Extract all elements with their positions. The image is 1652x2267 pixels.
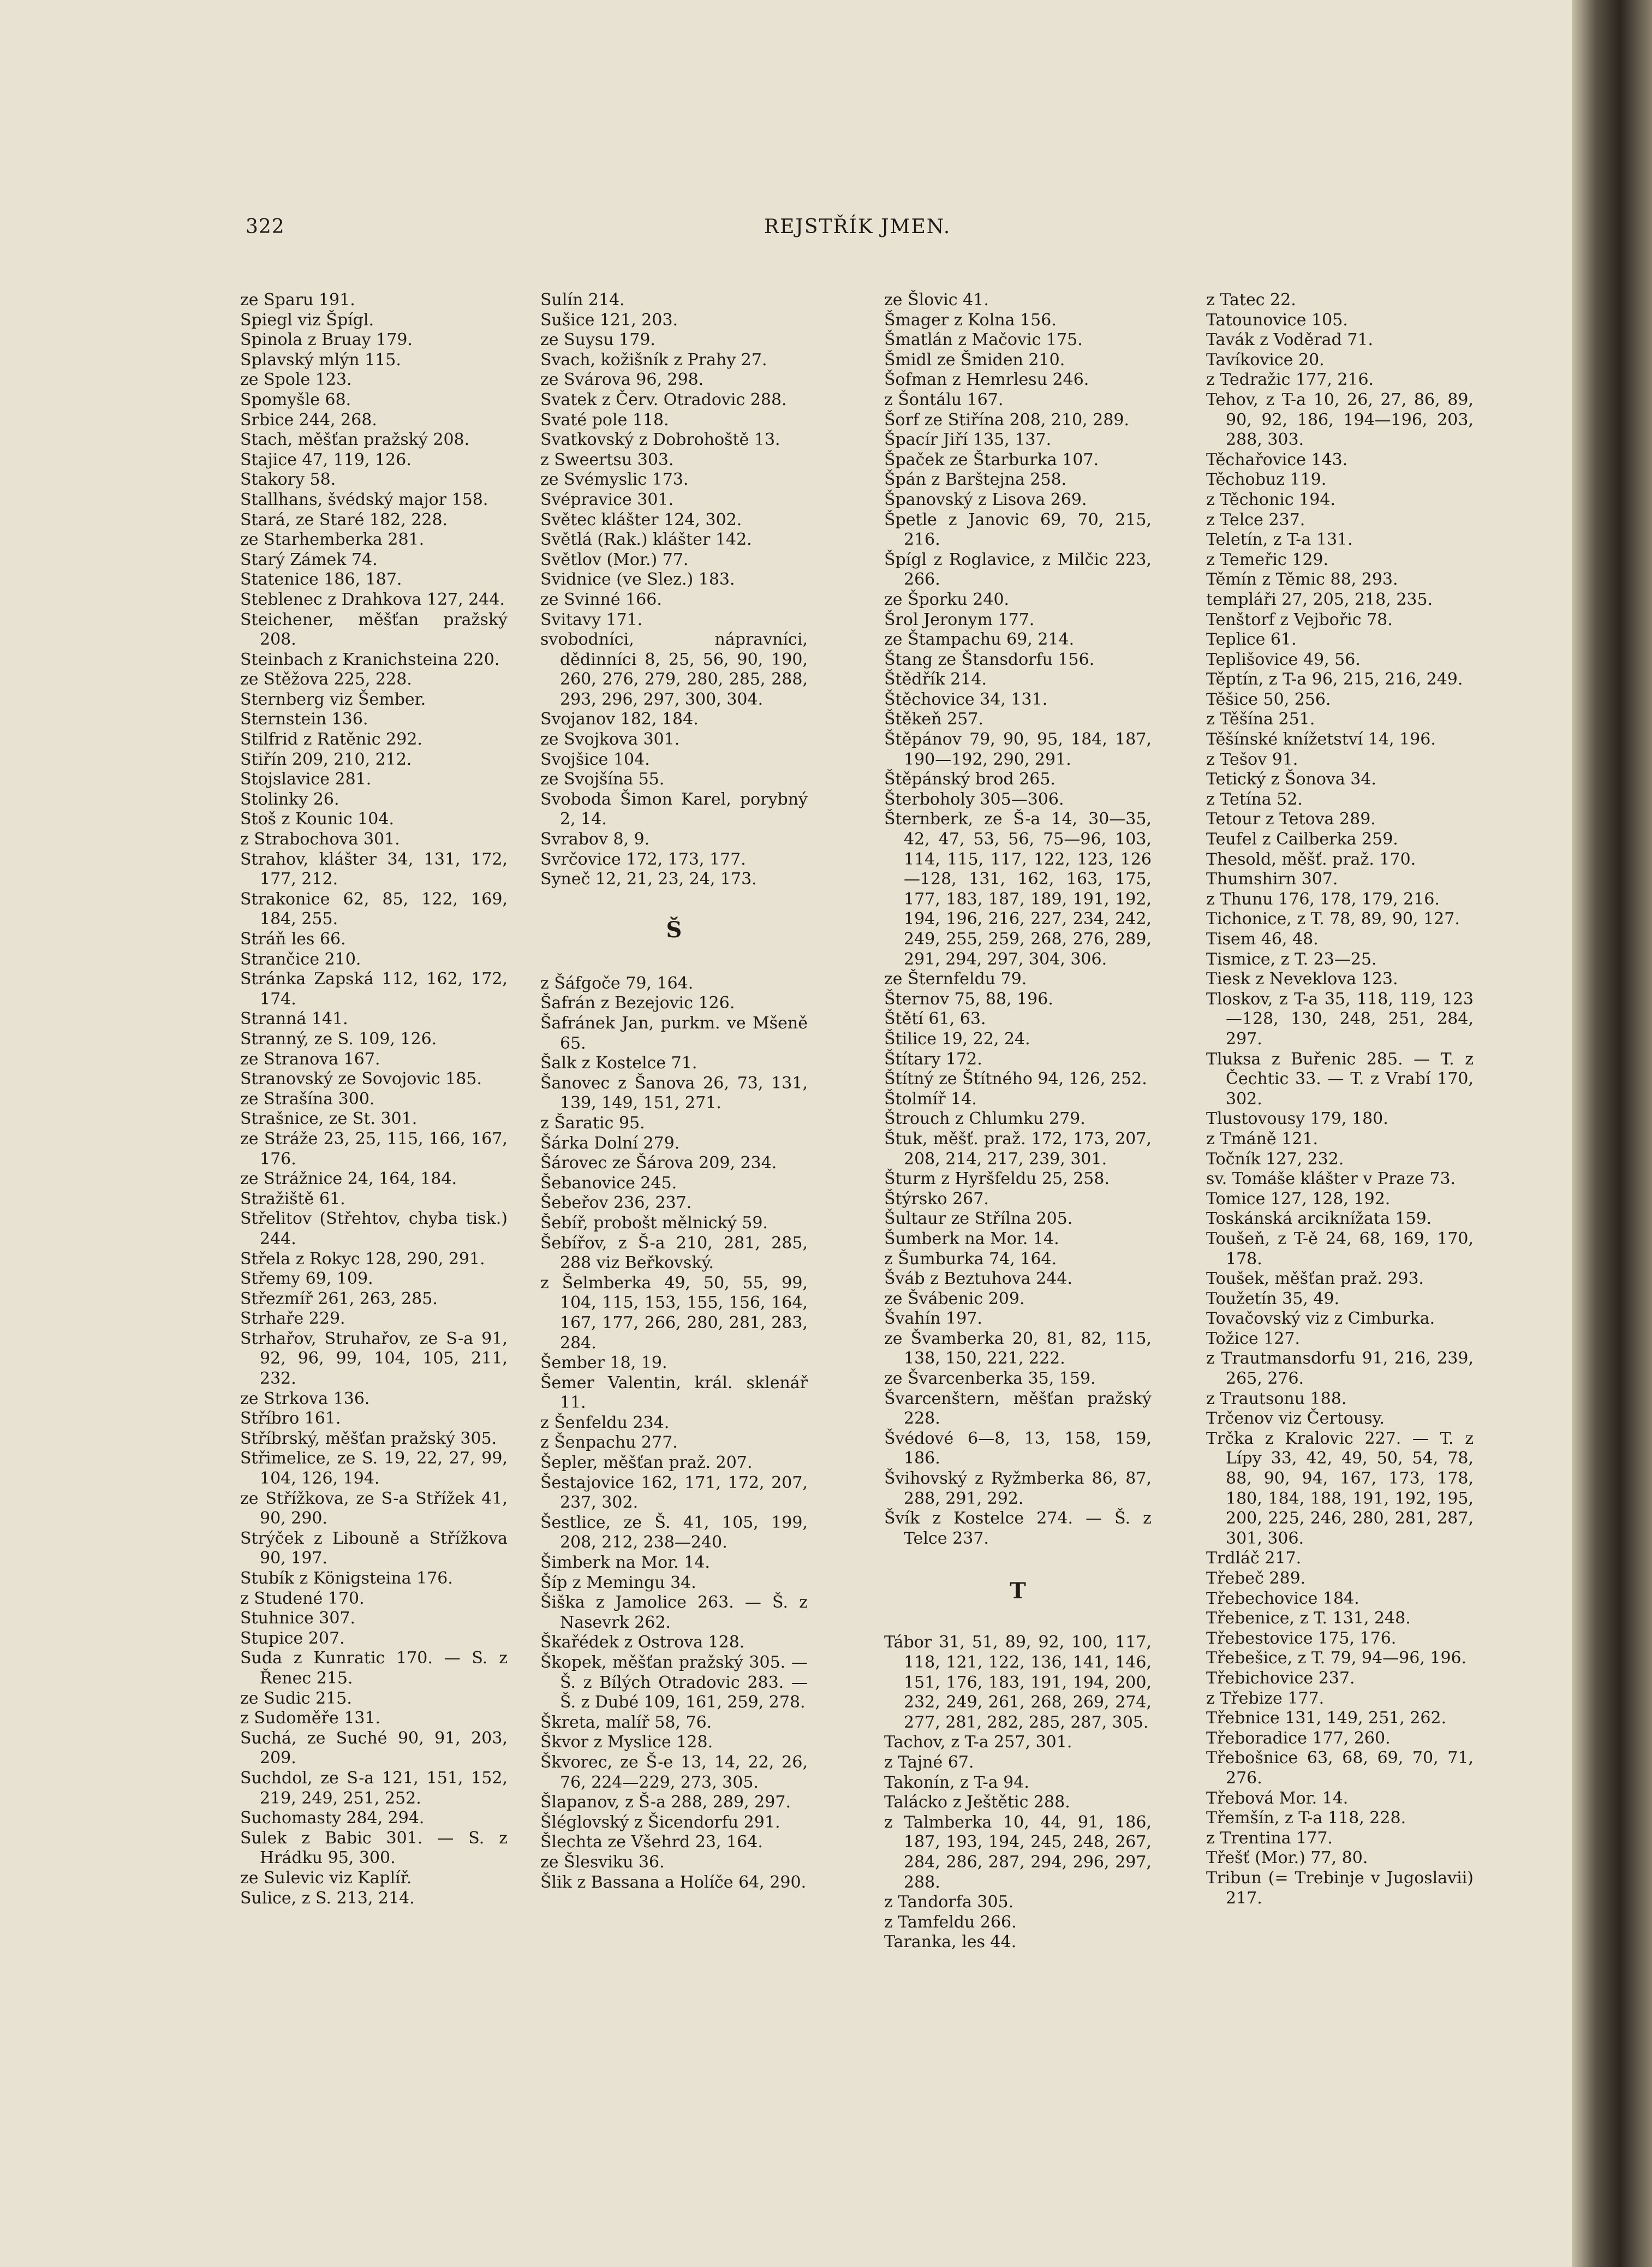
index-entry: Šestlice, ze Š. 41, 105, 199, 208, 212, 238—240. (540, 1513, 808, 1552)
index-entry: Těchobuz 119. (1206, 470, 1327, 490)
index-entry: Trčka z Kralovic 227. — T. z Lípy 33, 42, 49, 50, 54, 78, 88, 90, 94, 167, 173, 178, 180, 184, 188, 191, 192, 195, 200, 225, 246, 280, 281, 287, 301, 306. (1206, 1429, 1474, 1548)
index-entry: Tábor 31, 51, 89, 92, 100, 117, 118, 121, 122, 136, 141, 146, 151, 176, 183, 191, 194, 200, 232, 249, 261, 268, 269, 274, 277, 281, 282, 285, 287, 305. (884, 1633, 1152, 1732)
index-entry: Svépravice 301. (540, 490, 674, 509)
index-entry: Třebová Mor. 14. (1206, 1788, 1349, 1808)
index-entry: Suchá, ze Suché 90, 91, 203, 209. (240, 1728, 508, 1768)
index-entry: Svach, kožišník z Prahy 27. (540, 350, 767, 370)
index-entry: Steinbach z Kranichsteina 220. (240, 650, 500, 669)
index-entry: Šestajovice 162, 171, 172, 207, 237, 302. (540, 1473, 808, 1513)
index-entry: Toužetín 35, 49. (1206, 1289, 1340, 1308)
index-entry: Toušek, měšťan praž. 293. (1206, 1269, 1424, 1289)
index-entry: Švahín 197. (884, 1309, 982, 1329)
index-entry: Stará, ze Staré 182, 228. (240, 510, 448, 529)
index-entry: Špacír Jiří 135, 137. (884, 430, 1052, 450)
index-entry: Strhařov, Struhařov, ze S-a 91, 92, 96, 99, 104, 105, 211, 232. (240, 1329, 508, 1389)
index-entry: Stražiště 61. (240, 1189, 345, 1209)
index-entry: Těchařovice 143. (1206, 450, 1348, 469)
section-letter-s: Š (666, 917, 682, 943)
index-entry: Štýrsko 267. (884, 1189, 989, 1209)
index-entry: ze Šlesviku 36. (540, 1852, 665, 1872)
index-entry: Stříbrský, měšťan pražský 305. (240, 1429, 497, 1448)
index-entry: z Tešov 91. (1206, 749, 1298, 769)
index-entry: Španovský z Lisova 269. (884, 490, 1087, 509)
index-entry: Šárovec ze Šárova 209, 234. (540, 1153, 777, 1173)
index-entry: Tisem 46, 48. (1206, 930, 1319, 949)
index-entry: Svitavy 171. (540, 610, 643, 629)
index-entry: z Sudoměře 131. (240, 1709, 381, 1728)
index-entry: z Trentina 177. (1206, 1828, 1333, 1848)
index-entry: ze Stranova 167. (240, 1049, 380, 1069)
index-entry: Teufel z Cailberka 259. (1206, 830, 1398, 849)
index-entry: Srbice 244, 268. (240, 410, 377, 430)
index-entry: Špígl z Roglavice, z Milčic 223, 266. (884, 550, 1152, 590)
index-entry: Třebeč 289. (1206, 1569, 1306, 1588)
index-entry: ze Sulevic viz Kaplíř. (240, 1868, 412, 1888)
index-entry: ze Šternfeldu 79. (884, 969, 1027, 989)
index-entry: Statenice 186, 187. (240, 570, 402, 590)
index-entry: Tismice, z T. 23—25. (1206, 949, 1377, 969)
index-entry: Strahov, klášter 34, 131, 172, 177, 212. (240, 849, 508, 889)
index-entry: Spinola z Bruay 179. (240, 330, 413, 350)
index-entry: ze Spole 123. (240, 370, 352, 390)
index-entry: Škopek, měšťan pražský 305. — Š. z Bílých Otradovic 283. — Š. z Dubé 109, 161, 259, 278. (540, 1653, 808, 1712)
index-entry: Štěkeň 257. (884, 710, 983, 729)
index-entry: Steichener, měšťan pražský 208. (240, 610, 508, 650)
index-entry: Šebanovice 245. (540, 1173, 677, 1193)
index-entry: z Talmberka 10, 44, 91, 186, 187, 193, 194, 245, 248, 267, 284, 286, 287, 294, 296, 297, 288. (884, 1812, 1152, 1892)
index-entry: Šárka Dolní 279. (540, 1133, 680, 1153)
page-number: 322 (246, 216, 285, 238)
index-entry: Štítný ze Štítného 94, 126, 252. (884, 1069, 1147, 1089)
index-entry: ze Sparu 191. (240, 290, 355, 310)
index-entry: Těptín, z T-a 96, 215, 216, 249. (1206, 670, 1463, 689)
index-entry: Šmager z Kolna 156. (884, 310, 1057, 330)
index-entry: Tichonice, z T. 78, 89, 90, 127. (1206, 909, 1460, 929)
index-entry: z Strabochova 301. (240, 830, 400, 849)
index-entry: Spomyšle 68. (240, 390, 351, 409)
index-entry: Stuhnice 307. (240, 1609, 356, 1628)
index-entry: Steblenec z Drahkova 127, 244. (240, 590, 505, 609)
index-entry: Tavíkovice 20. (1206, 350, 1325, 370)
index-entry: Šalk z Kostelce 71. (540, 1054, 697, 1073)
index-entry: Svrabov 8, 9. (540, 830, 650, 849)
index-entry: z Telce 237. (1206, 510, 1305, 529)
index-entry: Štilice 19, 22, 24. (884, 1029, 1030, 1049)
index-entry: z Studené 170. (240, 1588, 365, 1608)
index-entry: Stranná 141. (240, 1009, 348, 1029)
index-entry: Švík z Kostelce 274. — Š. z Telce 237. (884, 1509, 1152, 1548)
index-entry: ze Strkova 136. (240, 1389, 370, 1408)
index-entry: Sušice 121, 203. (540, 310, 678, 330)
index-entry: z Třebize 177. (1206, 1688, 1325, 1708)
index-entry: z Sweertsu 303. (540, 450, 674, 469)
index-entry: Tovačovský viz z Cimburka. (1206, 1309, 1435, 1329)
index-entry: Třemšín, z T-a 118, 228. (1206, 1808, 1406, 1828)
entries-before-s (540, 290, 808, 890)
index-entry: Svojšice 104. (540, 749, 650, 769)
index-entry: Stallhans, švédský major 158. (240, 490, 488, 509)
index-entry: Světec klášter 124, 302. (540, 510, 742, 529)
index-entry: Šebeřov 236, 237. (540, 1193, 692, 1213)
index-entry: Šmidl ze Šmiden 210. (884, 350, 1065, 370)
index-entry: Špetle z Janovic 69, 70, 215, 216. (884, 510, 1152, 550)
index-entry: Svojanov 182, 184. (540, 710, 699, 729)
index-entry: Šlik z Bassana a Holíče 64, 290. (540, 1872, 807, 1892)
index-entry: z Šenfeldu 234. (540, 1413, 670, 1432)
index-entry: Sternstein 136. (240, 710, 368, 729)
index-entry: Švarcenštern, měšťan pražský 228. (884, 1389, 1152, 1429)
running-title: REJSTŘÍK JMEN. (764, 216, 951, 238)
index-entry: Strašnice, ze St. 301. (240, 1109, 418, 1129)
index-entry: sv. Tomáše klášter v Praze 73. (1206, 1169, 1456, 1189)
index-entry: Svatkovský z Dobrohoště 13. (540, 430, 780, 450)
index-entry: Tožice 127. (1206, 1329, 1301, 1348)
index-entry: z Šaratic 95. (540, 1113, 645, 1133)
index-entry: Stoš z Kounic 104. (240, 810, 394, 829)
index-entry: Štěchovice 34, 131. (884, 689, 1048, 709)
index-entry: Střezmíř 261, 263, 285. (240, 1289, 438, 1308)
index-entry: Šmatlán z Mačovic 175. (884, 330, 1083, 350)
index-entry: Svrčovice 172, 173, 177. (540, 849, 746, 869)
index-entry: Šternov 75, 88, 196. (884, 989, 1053, 1009)
index-entry: Strýček z Libouně a Střížkova 90, 197. (240, 1528, 508, 1568)
index-entry: Štětí 61, 63. (884, 1009, 986, 1029)
index-entry: Špán z Barštejna 258. (884, 470, 1067, 490)
index-entry: Tlustovousy 179, 180. (1206, 1109, 1388, 1129)
index-entry: z Šumburka 74, 164. (884, 1249, 1057, 1269)
index-entry: Tehov, z T-a 10, 26, 27, 86, 89, 90, 92, 186, 194—196, 203, 288, 303. (1206, 390, 1474, 450)
index-entry: z Tandorfa 305. (884, 1893, 1014, 1912)
index-entry: Třebichovice 237. (1206, 1668, 1355, 1688)
index-entry: Škařédek z Ostrova 128. (540, 1633, 745, 1652)
index-entry: Spiegl viz Špígl. (240, 310, 374, 330)
index-entry: Škvor z Myslice 128. (540, 1733, 713, 1752)
index-entry: Šléglovský z Šicendorfu 291. (540, 1812, 780, 1832)
index-column-4 (1206, 290, 1474, 1908)
index-entry: Šrol Jeronym 177. (884, 610, 1035, 629)
index-column-1 (240, 290, 508, 1908)
index-entry: ze Svojkova 301. (540, 730, 680, 749)
index-entry: Štěpánov 79, 90, 95, 184, 187, 190—192, 290, 291. (884, 730, 1152, 769)
book-gutter (1572, 0, 1652, 2267)
index-entry: Třebechovice 184. (1206, 1588, 1359, 1608)
index-entry: Štědřík 214. (884, 670, 987, 689)
index-entry: Sulice, z S. 213, 214. (240, 1888, 415, 1908)
index-entry: z Tmáně 121. (1206, 1129, 1319, 1149)
index-entry: ze Švábenic 209. (884, 1289, 1025, 1308)
index-entry: Tatounovice 105. (1206, 310, 1348, 330)
index-entry: ze Švarcenberka 35, 159. (884, 1369, 1096, 1389)
index-entry: Těšínské knížetství 14, 196. (1206, 730, 1436, 749)
index-entry: ze Svémyslic 173. (540, 470, 689, 490)
index-entry: Sternberg viz Šember. (240, 689, 426, 709)
index-entry: Tloskov, z T-a 35, 118, 119, 123—128, 130, 248, 251, 284, 297. (1206, 989, 1474, 1049)
index-entry: ze Suysu 179. (540, 330, 655, 350)
index-entry: Stojslavice 281. (240, 770, 372, 789)
index-entry: z Tajné 67. (884, 1752, 974, 1772)
index-column-3 (884, 290, 1152, 1953)
index-entry: Šebířov, z Š-a 210, 281, 285, 288 viz Beřkovský. (540, 1233, 808, 1273)
index-entry: Stranovský ze Sovojovic 185. (240, 1069, 482, 1089)
index-entry: Točník 127, 232. (1206, 1149, 1344, 1169)
index-entry: Šturm z Hyršfeldu 25, 258. (884, 1169, 1110, 1189)
index-entry: Tribun (= Trebinje v Jugoslavii) 217. (1206, 1868, 1474, 1908)
index-entry: Šorf ze Stiřína 208, 210, 289. (884, 410, 1130, 430)
index-entry: ze Střížkova, ze S-a Střížek 41, 90, 290. (240, 1489, 508, 1528)
index-entry: Strakonice 62, 85, 122, 169, 184, 255. (240, 889, 508, 929)
index-entry: Střimelice, ze S. 19, 22, 27, 99, 104, 126, 194. (240, 1449, 508, 1489)
index-entry: Střela z Rokyc 128, 290, 291. (240, 1249, 485, 1269)
index-entry: Thumshirn 307. (1206, 870, 1338, 889)
index-entry: Štrouch z Chlumku 279. (884, 1109, 1086, 1129)
index-entry: Tetour z Tetova 289. (1206, 810, 1376, 829)
index-entry: Šterboholy 305—306. (884, 789, 1064, 809)
index-entry: Třebestovice 175, 176. (1206, 1628, 1397, 1648)
index-entry: Třešť (Mor.) 77, 80. (1206, 1848, 1368, 1868)
index-entry: Švédové 6—8, 13, 158, 159, 186. (884, 1429, 1152, 1468)
index-entry: z Těchonic 194. (1206, 490, 1336, 509)
index-entry: Šumberk na Mor. 14. (884, 1229, 1059, 1248)
index-entry: Šanovec z Šanova 26, 73, 131, 139, 149, 151, 271. (540, 1073, 808, 1113)
index-entry: Škreta, malíř 58, 76. (540, 1712, 712, 1732)
index-entry: Třebnice 131, 149, 251, 262. (1206, 1709, 1447, 1728)
index-entry: Šultaur ze Střílna 205. (884, 1209, 1073, 1229)
index-entry: Šofman z Hemrlesu 246. (884, 370, 1089, 390)
index-entry: ze Svinné 166. (540, 590, 662, 609)
index-entry: Syneč 12, 21, 23, 24, 173. (540, 870, 757, 889)
index-entry: ze Švamberka 20, 81, 82, 115, 138, 150, 221, 222. (884, 1329, 1152, 1368)
index-entry: Taranka, les 44. (884, 1932, 1017, 1952)
index-entry: Talácko z Ještětic 288. (884, 1793, 1070, 1812)
index-entry: Stupice 207. (240, 1628, 345, 1648)
index-entry: ze Svárova 96, 298. (540, 370, 704, 390)
index-entry: Stiřín 209, 210, 212. (240, 749, 412, 769)
index-entry: Šafránek Jan, purkm. ve Mšeně 65. (540, 1014, 808, 1053)
index-entry: Šimberk na Mor. 14. (540, 1553, 710, 1573)
index-entry: Šiška z Jamolice 263. — Š. z Nasevrk 262. (540, 1593, 808, 1632)
index-entry: Tachov, z T-a 257, 301. (884, 1733, 1072, 1752)
index-entry: Toskánská arciknížata 159. (1206, 1209, 1432, 1229)
index-entry: Tetický z Šonova 34. (1206, 770, 1376, 789)
index-entry: Těmín z Těmic 88, 293. (1206, 570, 1398, 590)
index-entry: z Temeřic 129. (1206, 550, 1329, 569)
index-entry: z Šontálu 167. (884, 390, 1004, 409)
index-entry: Svidnice (ve Slez.) 183. (540, 570, 735, 590)
index-entry: Stilfrid z Ratěnic 292. (240, 730, 422, 749)
index-entry: Šlechta ze Všehrd 23, 164. (540, 1832, 763, 1852)
entries-before-t (884, 290, 1152, 1549)
index-entry: Sulek z Babic 301. — S. z Hrádku 95, 300. (240, 1828, 508, 1868)
index-entry: Šemer Valentin, král. sklenář 11. (540, 1373, 808, 1413)
index-entry: Suchdol, ze S-a 121, 151, 152, 219, 249, 251, 252. (240, 1768, 508, 1808)
index-entry: z Trautmansdorfu 91, 216, 239, 265, 276. (1206, 1349, 1474, 1389)
index-entry: Takonín, z T-a 94. (884, 1772, 1029, 1792)
index-entry: Stránka Zapská 112, 162, 172, 174. (240, 969, 508, 1009)
index-entry: z Trautsonu 188. (1206, 1389, 1347, 1408)
index-entry: Svatek z Červ. Otradovic 288. (540, 390, 787, 409)
index-entry: Trčenov viz Čertousy. (1206, 1409, 1385, 1429)
index-entry: Šíp z Memingu 34. (540, 1573, 696, 1592)
index-entry: Teplišovice 49, 56. (1206, 650, 1361, 669)
index-entry: Tluksa z Buřenic 285. — T. z Čechtic 33. — T. z Vrabí 170, 302. (1206, 1049, 1474, 1109)
index-entry: ze Sudic 215. (240, 1688, 352, 1708)
index-entry: Třebešice, z T. 79, 94—96, 196. (1206, 1649, 1467, 1668)
index-entry: Štítary 172. (884, 1049, 982, 1069)
index-entry: ze Šlovic 41. (884, 290, 989, 310)
index-entry: Světlov (Mor.) 77. (540, 550, 689, 569)
index-entry: Strančice 210. (240, 949, 361, 969)
index-entry: z Šenpachu 277. (540, 1433, 678, 1453)
index-entry: ze Starhemberka 281. (240, 530, 425, 550)
index-entry: Štolmíř 14. (884, 1089, 977, 1109)
index-entry: Stolinky 26. (240, 789, 339, 809)
index-entry: Suchomasty 284, 294. (240, 1808, 425, 1828)
index-entry: ze Stěžova 225, 228. (240, 670, 412, 689)
index-entry: Svoboda Šimon Karel, porybný 2, 14. (540, 789, 808, 829)
index-entry: Toušeň, z T-ě 24, 68, 169, 170, 178. (1206, 1229, 1474, 1269)
index-entry: Stranný, ze S. 109, 126. (240, 1029, 437, 1049)
entries-after-t (884, 1633, 1152, 1953)
index-entry: Stráň les 66. (240, 930, 346, 949)
index-entry: z Tamfeldu 266. (884, 1912, 1017, 1932)
index-entry: Splavský mlýn 115. (240, 350, 401, 370)
index-entry: z Tedražic 177, 216. (1206, 370, 1374, 390)
index-entry: Strhaře 229. (240, 1309, 345, 1329)
index-entry: svobodníci, nápravníci, dědinníci 8, 25, 56, 90, 190, 260, 276, 279, 280, 285, 288, 293, 296, 297, 300, 304. (540, 630, 808, 709)
index-entry: Stubík z Königsteina 176. (240, 1569, 453, 1588)
index-entry: Šternberk, ze Š-a 14, 30—35, 42, 47, 53, 56, 75—96, 103, 114, 115, 117, 122, 123, 126—128, 131, 162, 163, 175, 177, 183, 187, 189, 191, 192, 194, 196, 216, 227, 234, 242, 249, 255, 259, 268, 276, 289, 291, 294, 297, 304, 306. (884, 810, 1152, 969)
index-entry: ze Strašína 300. (240, 1089, 375, 1109)
index-entry: Štang ze Štansdorfu 156. (884, 650, 1095, 669)
index-entry: Teletín, z T-a 131. (1206, 530, 1353, 550)
index-entry: Stříbro 161. (240, 1409, 341, 1429)
index-entry: Stach, měšťan pražský 208. (240, 430, 470, 450)
index-entry: Tiesk z Neveklova 123. (1206, 969, 1398, 989)
index-entry: Šlapanov, z Š-a 288, 289, 297. (540, 1793, 791, 1812)
index-entry: Švihovský z Ryžmberka 86, 87, 288, 291, 292. (884, 1469, 1152, 1508)
index-entry: z Tetína 52. (1206, 789, 1303, 809)
index-entry: Špaček ze Štarburka 107. (884, 450, 1099, 469)
index-entry: z Šáfgoče 79, 164. (540, 973, 694, 993)
index-entry: templáři 27, 205, 218, 235. (1206, 590, 1433, 609)
index-entry: Střemy 69, 109. (240, 1269, 373, 1289)
index-entry: Šafrán z Bezejovic 126. (540, 993, 735, 1013)
index-entry: Štuk, měšť. praž. 172, 173, 207, 208, 214, 217, 239, 301. (884, 1129, 1152, 1169)
index-entry: Starý Zámek 74. (240, 550, 378, 569)
index-column-2 (540, 290, 808, 1893)
index-entry: Thesold, měšť. praž. 170. (1206, 849, 1416, 869)
index-entry: Šebíř, probošt mělnický 59. (540, 1213, 768, 1233)
entries-after-s (540, 974, 808, 1893)
index-entry: Třebenice, z T. 131, 248. (1206, 1609, 1411, 1628)
index-entry: Svaté pole 118. (540, 410, 669, 430)
index-entry: Stajice 47, 119, 126. (240, 450, 411, 469)
index-entry: Sulín 214. (540, 290, 625, 310)
index-entry: Šember 18, 19. (540, 1353, 667, 1373)
section-letter-t: T (1010, 1578, 1026, 1604)
index-entry: ze Strážnice 24, 164, 184. (240, 1169, 457, 1189)
index-entry: Třeboradice 177, 260. (1206, 1728, 1391, 1748)
index-entry: Tenštorf z Vejbořic 78. (1206, 610, 1393, 629)
index-entry: Trdláč 217. (1206, 1549, 1302, 1568)
index-entry: ze Stráže 23, 25, 115, 166, 167, 176. (240, 1129, 508, 1169)
index-entry: Těšice 50, 256. (1206, 689, 1331, 709)
index-entry: Světlá (Rak.) klášter 142. (540, 530, 752, 550)
index-entry: Střelitov (Střehtov, chyba tisk.) 244. (240, 1209, 508, 1248)
index-entry: z Šelmberka 49, 50, 55, 99, 104, 115, 153, 155, 156, 164, 167, 177, 266, 280, 281, 283, 284. (540, 1273, 808, 1353)
index-entry: Suda z Kunratic 170. — S. z Řenec 215. (240, 1649, 508, 1688)
index-entry: Štěpánský brod 265. (884, 770, 1055, 789)
index-entry: Teplice 61. (1206, 630, 1297, 650)
index-entry: z Tatec 22. (1206, 290, 1296, 310)
index-entry: Šepler, měšťan praž. 207. (540, 1453, 753, 1473)
index-entry: ze Štampachu 69, 214. (884, 630, 1075, 650)
index-entry: Třebošnice 63, 68, 69, 70, 71, 276. (1206, 1748, 1474, 1788)
index-entry: Šváb z Beztuhova 244. (884, 1269, 1072, 1289)
index-entry: ze Šporku 240. (884, 590, 1010, 609)
index-entry: Tavák z Voděrad 71. (1206, 330, 1374, 350)
index-entry: Škvorec, ze Š-e 13, 14, 22, 26, 76, 224—229, 273, 305. (540, 1752, 808, 1792)
index-entry: ze Svojšína 55. (540, 770, 665, 789)
index-entry: Tomice 127, 128, 192. (1206, 1189, 1391, 1209)
index-entry: z Těšína 251. (1206, 710, 1315, 729)
index-entry: z Thunu 176, 178, 179, 216. (1206, 889, 1440, 909)
index-entry: Stakory 58. (240, 470, 336, 490)
